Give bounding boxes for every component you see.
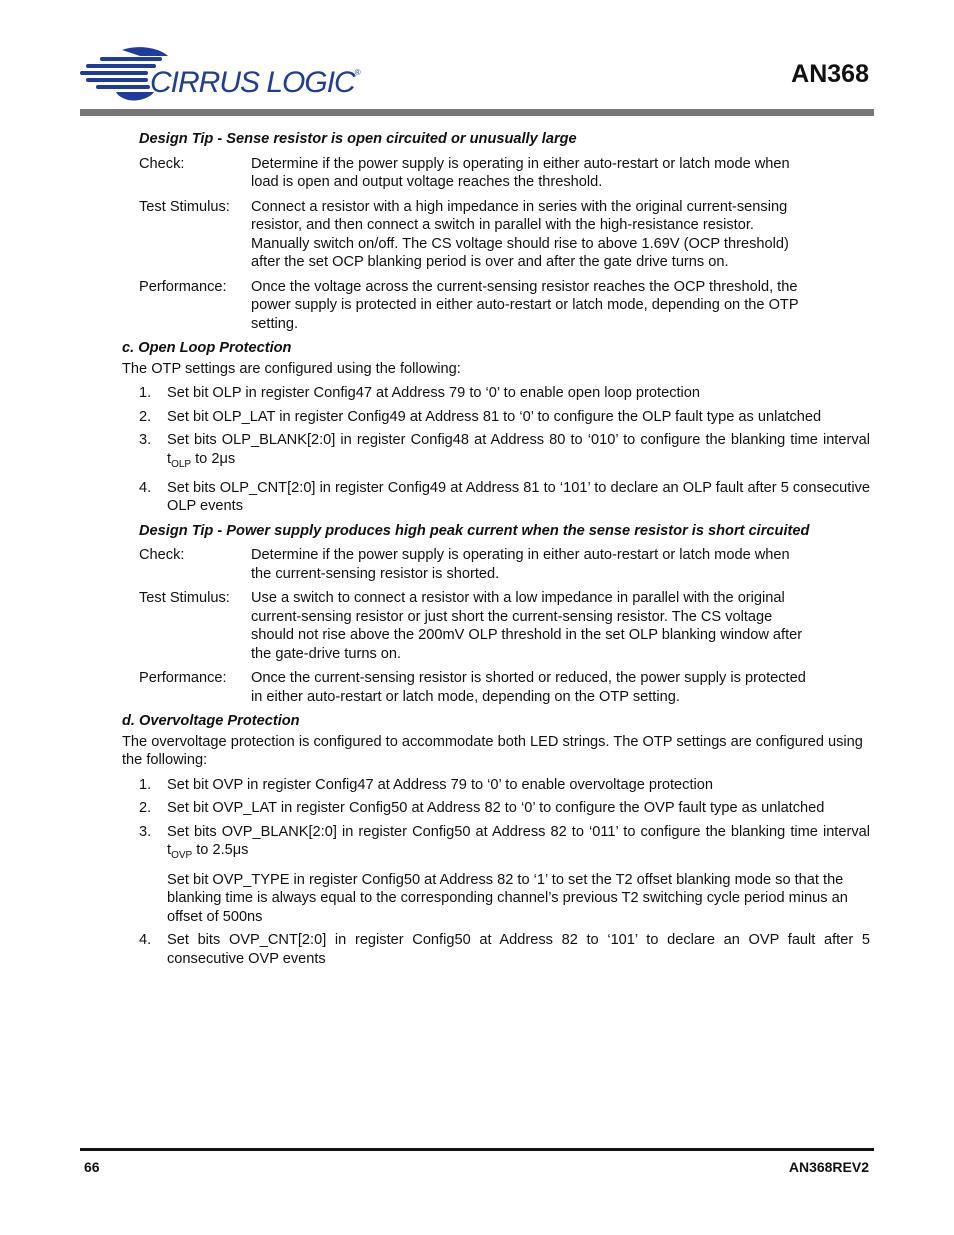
ovp-steps	[122, 776, 870, 968]
list-text: Set bit OLP_LAT in register Config49 at Address 81 to ‘0’ to configure the OLP fault type as unlatched	[167, 408, 822, 425]
list-text: Set bit OLP in register Config47 at Address 79 to ‘0’ to enable open loop protection	[167, 385, 701, 401]
list-item	[122, 931, 870, 968]
list-item	[122, 431, 870, 474]
page-number: 66	[84, 1159, 100, 1175]
list-number: 1.	[139, 385, 152, 401]
tip-row-text: Once the current-sensing resistor is shorted or reduced, the power supply is protected in either auto-restart or latch mode, depending on the OTP setting.	[251, 670, 806, 705]
list-continuation: Set bit OVP_TYPE in register Config50 at Address 82 to ‘1’ to set the T2 offset blanking mode so that the blanking time is always equal to the corresponding channel’s previous T2 switching cycle period minus an offset of 500ns	[167, 871, 848, 925]
tip-row-text: Connect a resistor with a high impedance in series with the original current-sensing resistor, and then connect a switch in parallel with the high-resistance resistor. Manually switch on/off. The CS voltage should rise to above 1.69V (OCP threshold) after the set OCP blanking period is over and after the gate drive turns on.	[251, 198, 789, 270]
document-revision: AN368REV2	[788, 1159, 869, 1175]
subscript: OVP	[171, 850, 193, 862]
document-id: AN368	[791, 60, 869, 88]
design-tip-open-title: Design Tip - Sense resistor is open circuited or unusually large	[139, 131, 577, 147]
section-title-olp: c. Open Loop Protection	[122, 340, 292, 356]
tip-row-performance	[139, 278, 811, 334]
tip-row-text: Determine if the power supply is operating in either auto-restart or latch mode when load is open and output voltage reaches the threshold.	[251, 155, 790, 190]
list-text-part: to 2.5μs	[192, 842, 249, 859]
list-number: 1.	[139, 776, 152, 793]
list-item	[122, 823, 870, 866]
list-text-part: to 2μs	[191, 450, 236, 467]
tip-row-label: Check:	[139, 547, 185, 564]
list-number: 4.	[139, 932, 152, 949]
olp-steps	[122, 384, 870, 516]
tip-row-label: Performance:	[139, 278, 227, 295]
tip-row-check	[139, 155, 811, 192]
list-text-part: Set bits OVP_BLANK[2:0] in register Config50 at Address 82 to ‘011’ to configure the blanking time interval t	[167, 823, 870, 859]
list-number: 2.	[139, 800, 152, 817]
list-text	[167, 431, 870, 474]
footer-rule	[80, 1148, 874, 1151]
list-text: Set bit OVP in register Config47 at Address 79 to ‘0’ to enable overvoltage protection	[167, 776, 713, 793]
list-number: 4.	[139, 479, 152, 496]
registered-mark: ®	[354, 68, 360, 77]
tip-row-check	[139, 546, 811, 583]
list-item	[122, 776, 870, 795]
list-text: Set bit OVP_LAT in register Config50 at Address 82 to ‘0’ to configure the OVP fault type as unlatched	[167, 800, 825, 817]
list-item	[122, 799, 870, 818]
section-intro: The OTP settings are configured using the following:	[122, 360, 461, 377]
tip-row-test-stimulus	[139, 198, 811, 272]
design-tip-short-title: Design Tip - Power supply produces high peak current when the sense resistor is short circuited	[139, 522, 810, 539]
list-number: 3.	[139, 432, 152, 448]
tip-row-label: Performance:	[139, 670, 227, 687]
tip-row-label: Check:	[139, 155, 185, 172]
logo-wordmark: CIRRUS LOGIC®	[150, 66, 360, 99]
tip-row-performance	[139, 669, 811, 706]
list-text: Set bits OVP_CNT[2:0] in register Config50 at Address 82 to ‘101’ to declare an OVP fault after 5 consecutive OVP events	[167, 932, 870, 967]
section-intro: The overvoltage protection is configured to accommodate both LED strings. The OTP settings are configured using the following:	[122, 733, 863, 769]
page-content	[122, 130, 870, 974]
tip-row-text: Once the voltage across the current-sensing resistor reaches the OCP threshold, the power supply is protected in either auto-restart or latch mode, depending on the OTP setting.	[251, 278, 799, 332]
subscript: OLP	[171, 458, 192, 470]
tip-row-label: Test Stimulus:	[139, 590, 230, 607]
list-text-part: Set bits OLP_BLANK[2:0] in register Config48 at Address 80 to ‘010’ to configure the blanking time interval t	[167, 432, 870, 467]
list-item	[122, 408, 870, 427]
list-number: 2.	[139, 408, 152, 425]
tip-row-label: Test Stimulus:	[139, 198, 230, 215]
list-item	[122, 479, 870, 516]
section-title-ovp: d. Overvoltage Protection	[122, 713, 300, 730]
list-text	[167, 823, 870, 866]
list-text: Set bits OLP_CNT[2:0] in register Config49 at Address 81 to ‘101’ to declare an OLP fault after 5 consecutive OLP events	[167, 479, 870, 515]
header-rule	[80, 109, 874, 116]
tip-row-text: Determine if the power supply is operating in either auto-restart or latch mode when the current-sensing resistor is shorted.	[251, 547, 790, 582]
list-number: 3.	[139, 823, 152, 840]
list-item	[122, 384, 870, 403]
tip-row-test-stimulus	[139, 589, 811, 663]
tip-row-text: Use a switch to connect a resistor with a low impedance in parallel with the original current-sensing resistor or just short the current-sensing resistor. The CS voltage should not rise above the 200mV OLP threshold in the set OLP blanking window after the gate-drive turns on.	[251, 590, 803, 662]
